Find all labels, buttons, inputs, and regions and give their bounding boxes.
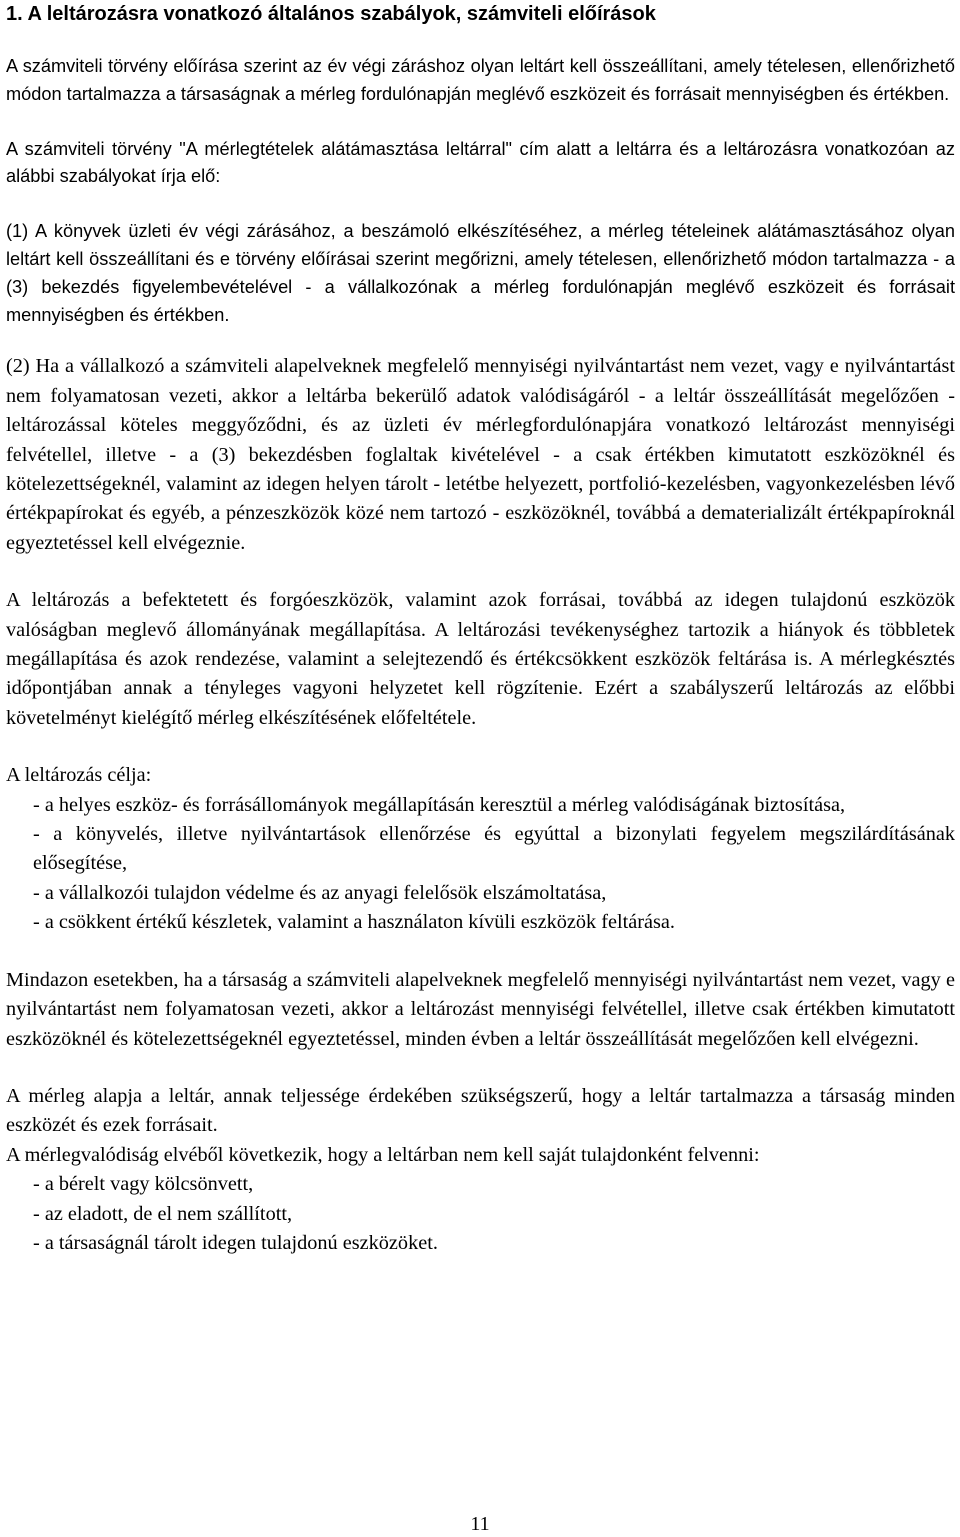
list-item: - a könyvelés, illetve nyilvántartások ellenőrzése és egyúttal a bizonylati fegyelem megszilárdításának elősegítése, [33, 823, 955, 875]
law-clause-1: (1) A könyvek üzleti év végi zárásához, a beszámoló elkészítéséhez, a mérleg tételeinek alátámasztásához olyan leltárt kell összeállítani és e törvény előírásai szerint megőrizni, amely tételesen, ellenőrizhető módon tartalmazza - a (3) bekezdés figyelembevételével - a vállalkozónak a mérleg fordulónapján meglévő eszközeit és forrásait mennyiségben és értékben. [6, 221, 955, 325]
exclusions-list [6, 1170, 955, 1258]
list-item: - a csökkent értékű készletek, valamint a használaton kívüli eszközök feltárása. [33, 911, 675, 934]
list-item: - a társaságnál tárolt idegen tulajdonú eszközöket. [33, 1231, 438, 1254]
law-clause-2: (2) Ha a vállalkozó a számviteli alapelveknek megfelelő mennyiségi nyilvántartást nem vezet, vagy e nyilvántartást nem folyamatosan vezeti, akkor a leltárba bekerülő adatok valódiságáról - a leltár összeállítását megelőzően - leltározással köteles meggyőződni, és az üzleti év mérlegfordulónapjára vonatkozó leltározást mennyiségi felvétellel, illetve - a (3) bekezdésben foglaltak kivételével - a csak értékben kimutatott eszközöknél és kötelezettségeknél, valamint az idegen helyen tárolt - letétbe helyezett, portfolió-kezelésben, vagyonkezelésben lévő értékpapírokat és egyéb, a pénzeszközök közé nem tartozó - eszközöknél, továbbá a dematerializált értékpapíroknál egyeztetéssel kell elvégeznie. [6, 355, 955, 554]
list-item: - a helyes eszköz- és forrásállományok megállapításán keresztül a mérleg valódiságának biztosítása, [33, 793, 846, 816]
section-heading: 1. A leltározásra vonatkozó általános szabályok, számviteli előírások [6, 3, 656, 25]
intro-paragraph: A számviteli törvény előírása szerint az év végi záráshoz olyan leltárt kell összeállítani, amely tételesen, ellenőrizhető módon tartalmazza a társaságnak a mérleg fordulónapján meglévő eszközeit és forrásait mennyiségben és értékben. [6, 56, 955, 104]
goals-list [6, 791, 955, 938]
inventory-definition-paragraph: A leltározás a befektetett és forgóeszközök, valamint azok forrásai, továbbá az idegen tulajdonú eszközök valóságban meglevő állományának megállapítása. A leltározási tevékenységhez tartozik a hiányok és többletek megállapítása és azok rendezése, valamint a selejtezendő és értékcsökkent eszközök feltárása is. A mérlegkésztés időpontjában annak a tényleges vagyoni helyzetet kell rögzítenie. Ezért a szabályszerű leltározás az előbbi követelményt kielégítő mérleg elkészítésének előfeltétele. [6, 589, 955, 729]
goals-heading: A leltározás célja: [6, 764, 152, 787]
list-item: - a vállalkozói tulajdon védelme és az anyagi felelősök elszámoltatása, [33, 881, 607, 904]
exclusions-heading: A mérlegvalódiság elvéből következik, hogy a leltárban nem kell saját tulajdonként felvenni: [6, 1143, 760, 1166]
document-page [6, 0, 955, 1258]
page-number: 11 [470, 1513, 490, 1535]
list-item: - az eladott, de el nem szállított, [33, 1202, 293, 1225]
law-reference-paragraph: A számviteli törvény "A mérlegtételek alátámasztása leltárral" cím alatt a leltárra és a leltározásra vonatkozóan az alábbi szabályokat írja elő: [6, 138, 955, 187]
reconciliation-paragraph: Mindazon esetekben, ha a társaság a számviteli alapelveknek megfelelő mennyiségi nyilvántartást nem vezet, vagy e nyilvántartást nem folyamatosan vezeti, akkor a leltározást mennyiségi felvétellel, illetve csak értékben kimutatott eszközöknél és kötelezettségeknél egyeztetéssel, minden évben a leltár összeállítását megelőzően kell elvégezni. [6, 968, 955, 1050]
balance-basis-paragraph: A mérleg alapja a leltár, annak teljessége érdekében szükségszerű, hogy a leltár tartalmazza a társaság minden eszközét és ezek forrásait. [6, 1084, 955, 1137]
list-item: - a bérelt vagy kölcsönvett, [33, 1173, 254, 1196]
